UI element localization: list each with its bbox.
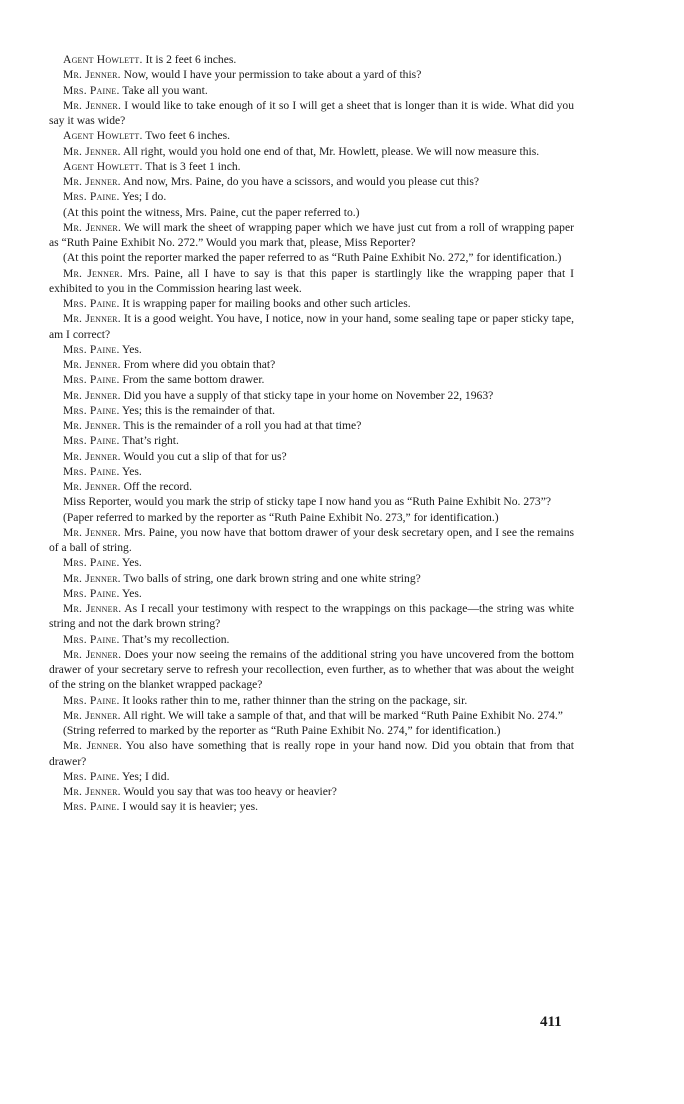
speaker-label: Mr. Jenner.: [63, 68, 121, 82]
paragraph-text: (At this point the reporter marked the paper referred to as “Ruth Paine Exhibit No. 272,” for identification.): [63, 251, 562, 265]
transcript-paragraph: [49, 494, 574, 509]
speaker-label: Agent Howlett.: [63, 129, 143, 143]
paragraph-text: Yes; I do.: [122, 190, 167, 204]
speaker-label: Mrs. Paine.: [63, 693, 120, 707]
transcript-paragraph: [49, 205, 574, 220]
paragraph-text: Off the record.: [123, 480, 192, 493]
transcript-paragraph: [49, 372, 574, 387]
paragraph-text: This is the remainder of a roll you had at that time?: [123, 419, 362, 432]
paragraph-text: Yes.: [122, 342, 142, 356]
paragraph-text: All right, would you hold one end of that, Mr. Howlett, please. We will now measure this.: [122, 144, 540, 158]
transcript-paragraph: [49, 632, 574, 647]
paragraph-text: (String referred to marked by the reporter as “Ruth Paine Exhibit No. 274,” for identification.): [63, 724, 501, 737]
speaker-label: Mr. Jenner.: [63, 647, 122, 661]
transcript-paragraph: [49, 67, 574, 82]
paragraph-text: All right. We will take a sample of that, and that will be marked “Ruth Paine Exhibit No. 274.”: [122, 708, 563, 722]
paragraph-text: Two feet 6 inches.: [145, 129, 231, 143]
transcript-paragraph: [49, 571, 574, 586]
paragraph-text: Mrs. Paine, all I have to say is that this paper is startlingly like the wrapping paper that I exhibited to you in the Commission hearing last week.: [49, 266, 575, 295]
speaker-label: Mr. Jenner.: [63, 785, 121, 798]
speaker-label: Agent Howlett.: [63, 159, 143, 173]
speaker-label: Mrs. Paine.: [63, 83, 120, 97]
transcript-paragraph: [49, 449, 574, 464]
paragraph-text: Yes.: [122, 556, 142, 570]
speaker-label: Mr. Jenner.: [63, 449, 121, 463]
transcript-paragraph: [49, 342, 574, 357]
transcript-paragraph: [49, 311, 574, 342]
transcript-paragraph: [49, 98, 574, 129]
transcript-paragraph: [49, 601, 574, 632]
transcript-paragraph: [49, 250, 574, 265]
speaker-label: Mr. Jenner.: [63, 144, 121, 158]
paragraph-text: Yes; this is the remainder of that.: [122, 403, 276, 417]
transcript-paragraph: [49, 784, 574, 799]
speaker-label: Mrs. Paine.: [63, 342, 120, 356]
paragraph-text: Yes.: [122, 464, 142, 478]
transcript-paragraph: [49, 266, 574, 297]
paragraph-text: It looks rather thin to me, rather thinner than the string on the package, sir.: [122, 693, 468, 707]
speaker-label: Mr. Jenner.: [63, 480, 121, 493]
paragraph-text: You also have something that is really rope in your hand now. Did you obtain that from that drawer?: [49, 739, 574, 768]
speaker-label: Mr. Jenner.: [63, 525, 121, 539]
transcript-paragraph: [49, 464, 574, 479]
speaker-label: Mr. Jenner.: [63, 98, 122, 112]
paragraph-text: Two balls of string, one dark brown string and one white string?: [123, 571, 421, 585]
speaker-label: Mrs. Paine.: [63, 769, 120, 783]
paragraph-text: That’s my recollection.: [122, 632, 230, 646]
speaker-label: Mr. Jenner.: [63, 708, 121, 722]
speaker-label: Mr. Jenner.: [63, 388, 121, 402]
paragraph-text: I would like to take enough of it so I will get a sheet that is longer than it is wide. What did you say it was wide?: [49, 98, 574, 127]
transcript-paragraph: [49, 220, 574, 251]
speaker-label: Mrs. Paine.: [63, 434, 120, 448]
transcript-paragraph: [49, 128, 574, 143]
transcript-paragraph: [49, 159, 574, 174]
paragraph-text: Does your now seeing the remains of the additional string you have uncovered from the bottom drawer of your secretary serve to refresh your recollection, even further, as to whether that was about the weight of the string on the blanket wrapped package?: [49, 647, 574, 692]
transcript-paragraph: [49, 433, 574, 448]
transcript-paragraph: [49, 189, 574, 204]
transcript-paragraph: [49, 708, 574, 723]
paragraph-text: Mrs. Paine, you now have that bottom drawer of your desk secretary open, and I see the remains of a ball of string.: [49, 525, 575, 554]
transcript-paragraph: [49, 510, 574, 525]
paragraph-text: And now, Mrs. Paine, do you have a scissors, and would you please cut this?: [122, 175, 480, 188]
transcript-paragraph: [49, 769, 574, 784]
transcript-body: [49, 52, 574, 815]
speaker-label: Mr. Jenner.: [63, 312, 121, 326]
transcript-paragraph: [49, 479, 574, 494]
speaker-label: Mr. Jenner.: [63, 739, 123, 753]
paragraph-text: From the same bottom drawer.: [122, 373, 265, 387]
transcript-paragraph: [49, 174, 574, 189]
speaker-label: Mrs. Paine.: [63, 464, 120, 478]
transcript-paragraph: [49, 357, 574, 372]
paragraph-text: Yes; I did.: [122, 769, 170, 783]
speaker-label: Mrs. Paine.: [63, 403, 120, 417]
transcript-paragraph: [49, 555, 574, 570]
paragraph-text: Take all you want.: [122, 83, 208, 97]
paragraph-text: Did you have a supply of that sticky tape in your home on November 22, 1963?: [123, 388, 494, 402]
paragraph-text: I would say it is heavier; yes.: [122, 800, 259, 814]
speaker-label: Mr. Jenner.: [63, 220, 122, 234]
speaker-label: Mr. Jenner.: [63, 266, 123, 280]
transcript-paragraph: [49, 144, 574, 159]
transcript-paragraph: [49, 388, 574, 403]
speaker-label: Mr. Jenner.: [63, 175, 121, 188]
speaker-label: Mr. Jenner.: [63, 358, 121, 371]
speaker-label: Mrs. Paine.: [63, 632, 120, 646]
paragraph-text: Would you say that was too heavy or heavier?: [123, 785, 337, 798]
speaker-label: Mrs. Paine.: [63, 586, 120, 600]
page-number: 411: [540, 1014, 562, 1030]
transcript-paragraph: [49, 647, 574, 693]
speaker-label: Mr. Jenner.: [63, 419, 121, 432]
transcript-paragraph: [49, 52, 574, 67]
transcript-paragraph: [49, 723, 574, 738]
paragraph-text: (Paper referred to marked by the reporter as “Ruth Paine Exhibit No. 273,” for identification.): [63, 510, 499, 524]
speaker-label: Mrs. Paine.: [63, 800, 120, 814]
speaker-label: Mrs. Paine.: [63, 373, 120, 387]
speaker-label: Mrs. Paine.: [63, 190, 120, 204]
transcript-paragraph: [49, 525, 574, 556]
paragraph-text: As I recall your testimony with respect to the wrappings on this package—the string was white string and not the dark brown string?: [49, 602, 574, 631]
paragraph-text: Miss Reporter, would you mark the strip of sticky tape I now hand you as “Ruth Paine Exhibit No. 273”?: [63, 495, 552, 509]
transcript-paragraph: [49, 296, 574, 311]
transcript-paragraph: [49, 418, 574, 433]
transcript-paragraph: [49, 799, 574, 814]
paragraph-text: Would you cut a slip of that for us?: [123, 449, 287, 463]
paragraph-text: (At this point the witness, Mrs. Paine, cut the paper referred to.): [63, 205, 360, 219]
paragraph-text: It is wrapping paper for mailing books and other such articles.: [122, 297, 411, 310]
paragraph-text: It is 2 feet 6 inches.: [145, 53, 237, 66]
paragraph-text: It is a good weight. You have, I notice, now in your hand, some sealing tape or paper sticky tape, am I correct?: [49, 312, 575, 341]
transcript-paragraph: [49, 403, 574, 418]
paragraph-text: We will mark the sheet of wrapping paper which we have just cut from a roll of wrapping paper as “Ruth Paine Exhibit No. 272.” Would you mark that, please, Miss Reporter?: [49, 220, 574, 249]
speaker-label: Mr. Jenner.: [63, 602, 122, 615]
speaker-label: Mrs. Paine.: [63, 297, 120, 310]
paragraph-text: That is 3 feet 1 inch.: [145, 159, 241, 173]
transcript-paragraph: [49, 83, 574, 98]
paragraph-text: That’s right.: [122, 434, 179, 448]
paragraph-text: Yes.: [122, 586, 142, 600]
speaker-label: Mrs. Paine.: [63, 556, 120, 570]
speaker-label: Agent Howlett.: [63, 53, 143, 66]
transcript-paragraph: [49, 586, 574, 601]
speaker-label: Mr. Jenner.: [63, 571, 121, 585]
transcript-paragraph: [49, 693, 574, 708]
paragraph-text: Now, would I have your permission to take about a yard of this?: [123, 68, 422, 82]
transcript-paragraph: [49, 738, 574, 769]
paragraph-text: From where did you obtain that?: [123, 358, 276, 371]
